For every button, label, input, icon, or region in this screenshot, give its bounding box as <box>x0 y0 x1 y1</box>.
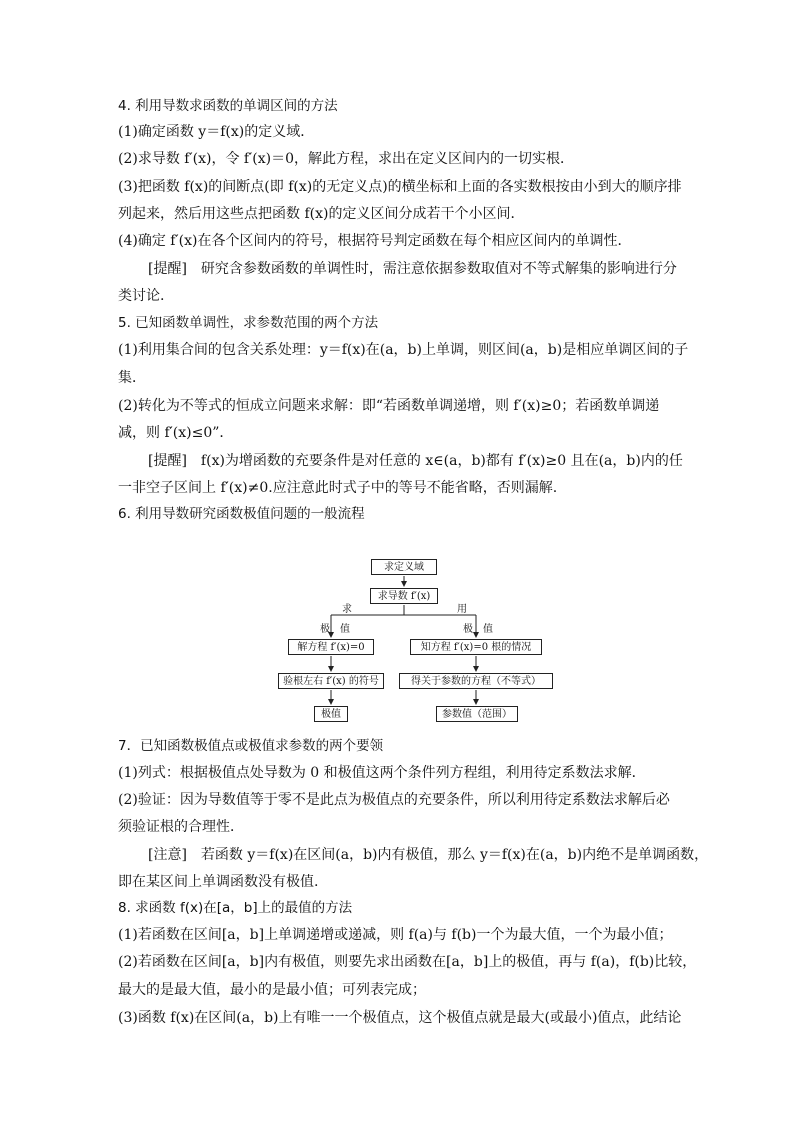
section-7-title: 7．已知函数极值点或极值求参数的两个要领 <box>118 738 384 754</box>
flow-box-check-sign: 验根左右 f′(x) 的符号 <box>278 673 384 689</box>
section-7-item-2-line-2: 须验证根的合理性． <box>118 819 244 835</box>
section-8-item-3-line-1: (3)函数 f(x)在区间(a，b)上有唯一一个极值点，这个极值点就是最大(或最小)值点，此结论 <box>118 1010 682 1026</box>
section-4-step-2: (2)求导数 f′(x)，令 f′(x)＝0，解此方程，求出在定义区间内的一切实根． <box>118 151 574 167</box>
section-7-item-1: (1)列式：根据极值点处导数为 0 和极值这两个条件列方程组，利用待定系数法求解． <box>118 765 646 781</box>
section-8-item-1: (1)若函数在区间[a，b]上单调递增或递减，则 f(a)与 f(b)一个为最大值，一个为最小值； <box>118 927 673 943</box>
section-8-item-2-line-1: (2)若函数在区间[a，b]内有极值，则要先求出函数在[a，b]上的极值，再与 f(a)，f(b)比较， <box>118 954 697 970</box>
section-8-item-2-line-2: 最大的是最大值，最小的是最小值；可列表完成； <box>118 982 426 998</box>
flow-box-parameter-equation: 得关于参数的方程（不等式） <box>399 673 553 689</box>
flow-box-parameter-range: 参数值（范围） <box>436 706 518 722</box>
flow-box-solve-equation: 解方程 f′(x)=0 <box>288 639 374 655</box>
section-4-step-4: (4)确定 f′(x)在各个区间内的符号，根据符号判定函数在每个相应区间内的单调性． <box>118 233 632 249</box>
flow-box-extremum: 极值 <box>314 706 348 722</box>
flow-box-domain: 求定义域 <box>371 559 437 575</box>
section-7-item-2-line-1: (2)验证：因为导数值等于零不是此点为极值点的充要条件，所以利用待定系数法求解后必 <box>118 792 670 808</box>
flow-label-yong: 用 <box>457 604 467 615</box>
section-5-method-1-line-2: 集． <box>118 370 146 386</box>
section-5-method-2-line-2: 减，则 f′(x)≤0”． <box>118 425 234 441</box>
flow-label-qiu: 求 <box>342 604 352 615</box>
flow-box-known-roots: 知方程 f′(x)=0 根的情况 <box>410 639 542 655</box>
flow-box-derivative: 求导数 f′(x) <box>370 588 438 604</box>
section-4-step-3-line-2: 列起来，然后用这些点把函数 f(x)的定义区间分成若干个小区间． <box>118 206 525 222</box>
section-8-title: 8. 求函数 f(x)在[a，b]上的最值的方法 <box>118 900 353 916</box>
section-5-tip-line-2: 一非空子区间上 f′(x)≠0.应注意此时式子中的等号不能省略，否则漏解. <box>118 480 558 496</box>
section-5-method-1-line-1: (1)利用集合间的包含关系处理：y＝f(x)在(a，b)上单调，则区间(a，b)是相应单调区间的子 <box>118 342 689 358</box>
section-7-note-line-2: 即在某区间上单调函数没有极值. <box>118 874 319 890</box>
section-4-step-3-line-1: (3)把函数 f(x)的间断点(即 f(x)的无定义点)的横坐标和上面的各实数根按由小到大的顺序排 <box>118 179 682 195</box>
section-4-tip-line-1: [提醒] 研究含参数函数的单调性时，需注意依据参数取值对不等式解集的影响进行分 <box>148 261 677 277</box>
section-4-title: 4. 利用导数求函数的单调区间的方法 <box>118 98 338 114</box>
section-7-note-line-1: [注意] 若函数 y＝f(x)在区间(a，b)内有极值，那么 y＝f(x)在(a，b)内绝不是单调函数， <box>148 847 709 863</box>
section-5-title: 5. 已知函数单调性，求参数范围的两个方法 <box>118 315 379 331</box>
flow-label-extremum-left: 极 值 <box>320 624 350 635</box>
section-4-step-1: (1)确定函数 y＝f(x)的定义域． <box>118 124 315 140</box>
extremum-flowchart <box>270 553 560 729</box>
section-4-tip-line-2: 类讨论. <box>118 288 165 304</box>
section-6-title: 6. 利用导数研究函数极值问题的一般流程 <box>118 506 365 522</box>
section-5-method-2-line-1: (2)转化为不等式的恒成立问题来求解：即“若函数单调递增，则 f′(x)≥0；若函数单调递 <box>118 398 660 414</box>
flow-label-extremum-right: 极 值 <box>463 624 493 635</box>
section-5-tip-line-1: [提醒] f(x)为增函数的充要条件是对任意的 x∈(a，b)都有 f′(x)≥0 且在(a，b)内的任 <box>148 453 683 469</box>
